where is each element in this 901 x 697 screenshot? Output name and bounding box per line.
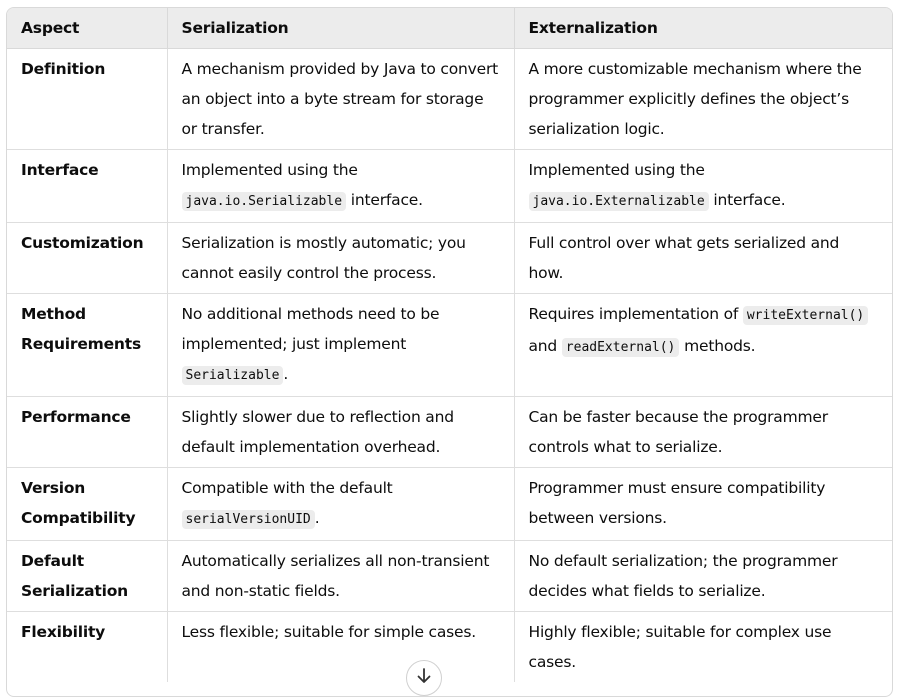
cell-externalization xyxy=(514,294,892,397)
inline-code: readExternal() xyxy=(562,338,680,357)
cell-serialization xyxy=(167,541,514,612)
table-row xyxy=(7,541,892,612)
cell-serialization xyxy=(167,468,514,541)
cell-text: interface. xyxy=(708,191,786,209)
arrow-down-icon xyxy=(415,667,433,685)
table-row xyxy=(7,223,892,294)
cell-serialization xyxy=(167,397,514,468)
cell-aspect: Default Serialization xyxy=(7,541,167,612)
cell-text: Programmer must ensure compatibility between versions. xyxy=(528,479,826,527)
cell-text: . xyxy=(283,365,289,383)
cell-text: No additional methods need to be implemented; just implement xyxy=(181,305,440,353)
table-row xyxy=(7,612,892,683)
cell-externalization xyxy=(514,150,892,223)
table-header-row xyxy=(7,8,892,49)
cell-aspect: Version Compatibility xyxy=(7,468,167,541)
cell-text: Requires implementation of xyxy=(528,305,743,323)
table-row xyxy=(7,294,892,397)
header-aspect: Aspect xyxy=(7,8,167,49)
inline-code: writeExternal() xyxy=(743,306,868,325)
cell-text: Implemented using the xyxy=(181,161,358,179)
inline-code: java.io.Serializable xyxy=(182,192,347,211)
cell-externalization xyxy=(514,397,892,468)
cell-externalization xyxy=(514,541,892,612)
cell-aspect: Definition xyxy=(7,49,167,150)
cell-text: methods. xyxy=(679,337,756,355)
cell-aspect: Flexibility xyxy=(7,612,167,683)
cell-text: Implemented using the xyxy=(528,161,705,179)
cell-serialization xyxy=(167,150,514,223)
cell-serialization xyxy=(167,294,514,397)
table-body xyxy=(7,49,892,683)
cell-externalization xyxy=(514,49,892,150)
cell-text: . xyxy=(314,509,320,527)
cell-aspect: Method Requirements xyxy=(7,294,167,397)
cell-externalization xyxy=(514,468,892,541)
cell-text: interface. xyxy=(346,191,423,209)
comparison-table-container xyxy=(6,7,893,697)
inline-code: java.io.Externalizable xyxy=(529,192,709,211)
cell-text: Serialization is mostly automatic; you cannot easily control the process. xyxy=(181,234,466,282)
scroll-down-button[interactable] xyxy=(406,660,442,696)
inline-code: Serializable xyxy=(182,366,284,385)
inline-code: serialVersionUID xyxy=(182,510,315,529)
cell-text: Automatically serializes all non-transient and non-static fields. xyxy=(181,552,490,600)
cell-aspect: Performance xyxy=(7,397,167,468)
cell-serialization xyxy=(167,49,514,150)
cell-serialization xyxy=(167,612,514,683)
cell-aspect: Interface xyxy=(7,150,167,223)
cell-text: A more customizable mechanism where the programmer explicitly defines the object’s serialization logic. xyxy=(528,60,862,138)
header-serialization: Serialization xyxy=(167,8,514,49)
table-row xyxy=(7,49,892,150)
cell-text: Less flexible; suitable for simple cases. xyxy=(181,623,476,641)
cell-text: Slightly slower due to reflection and default implementation overhead. xyxy=(181,408,454,456)
cell-text: Compatible with the default xyxy=(181,479,393,497)
cell-text: and xyxy=(528,337,562,355)
cell-externalization xyxy=(514,223,892,294)
table-row xyxy=(7,397,892,468)
header-externalization: Externalization xyxy=(514,8,892,49)
cell-text: Can be faster because the programmer controls what to serialize. xyxy=(528,408,828,456)
cell-text: Full control over what gets serialized and how. xyxy=(528,234,840,282)
cell-serialization xyxy=(167,223,514,294)
cell-text: Highly flexible; suitable for complex use cases. xyxy=(528,623,832,671)
cell-aspect: Customization xyxy=(7,223,167,294)
table-row xyxy=(7,468,892,541)
cell-text: A mechanism provided by Java to convert an object into a byte stream for storage or transfer. xyxy=(181,60,498,138)
comparison-table xyxy=(7,8,892,682)
cell-text: No default serialization; the programmer decides what fields to serialize. xyxy=(528,552,838,600)
table-row xyxy=(7,150,892,223)
cell-externalization xyxy=(514,612,892,683)
